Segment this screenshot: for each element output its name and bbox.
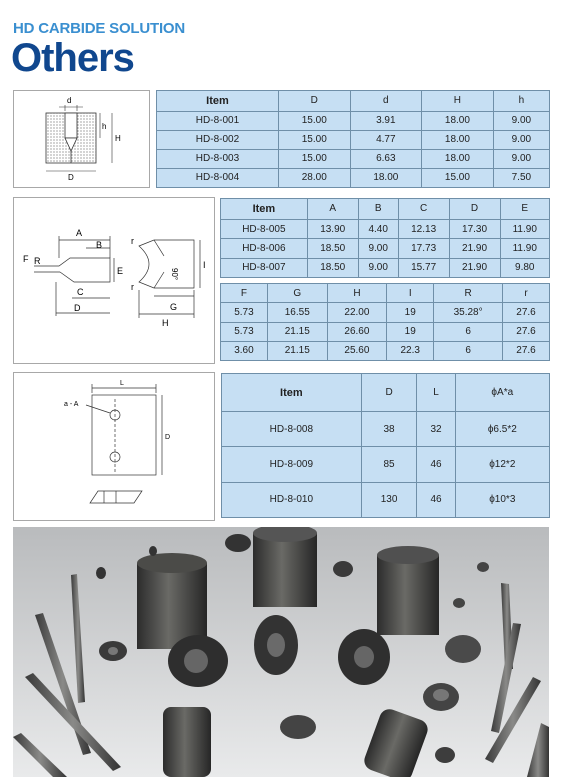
table-cell: 46 <box>417 482 455 517</box>
table-cell: 13.90 <box>307 219 358 238</box>
table-cell: HD-8-009 <box>222 447 362 482</box>
col-header: D <box>278 91 350 112</box>
table-cell: 15.00 <box>278 149 350 168</box>
table-cell: 9.00 <box>358 258 398 277</box>
table-cell: 18.50 <box>307 239 358 258</box>
table-row <box>157 130 550 149</box>
table-cell: 3.91 <box>350 111 422 130</box>
spec-table-1 <box>156 90 550 188</box>
table-cell: 9.00 <box>493 149 549 168</box>
spec-table-4 <box>221 373 550 518</box>
label-r-bottom: r <box>131 282 134 292</box>
product-photo <box>13 527 549 777</box>
label-H: H <box>162 318 169 328</box>
table-cell: HD-8-002 <box>157 130 279 149</box>
table-cell: 4.77 <box>350 130 422 149</box>
spec-table-2 <box>220 198 550 278</box>
table-cell: 9.00 <box>493 111 549 130</box>
label-H: H <box>115 134 121 143</box>
table-cell: 4.40 <box>358 219 398 238</box>
brand-name: HD CARBIDE SOLUTION <box>13 20 186 37</box>
table-cell: 6 <box>434 322 503 341</box>
table-cell: ϕ12*2 <box>455 447 549 482</box>
table-cell: HD-8-004 <box>157 168 279 187</box>
table-cell: 9.00 <box>493 130 549 149</box>
col-header: Item <box>221 199 308 220</box>
table-cell: 38 <box>361 412 417 447</box>
label-A: A <box>76 228 83 238</box>
col-header: D <box>361 374 417 412</box>
table-header-row <box>221 199 550 220</box>
col-header: D <box>449 199 500 220</box>
table-cell: 21.90 <box>449 258 500 277</box>
table-cell: HD-8-001 <box>157 111 279 130</box>
col-header: L <box>417 374 455 412</box>
table-cell: 11.90 <box>500 219 550 238</box>
label-d: d <box>67 96 72 105</box>
label-G: G <box>170 302 178 312</box>
label-R: R <box>34 256 41 266</box>
label-h: h <box>102 122 107 131</box>
table-row <box>221 322 550 341</box>
nozzle-diagram <box>13 90 150 188</box>
table-cell: 22.00 <box>327 303 387 322</box>
col-header: Item <box>157 91 279 112</box>
col-header: r <box>503 284 550 303</box>
table-cell: 6 <box>434 341 503 360</box>
label-L: L <box>120 380 124 387</box>
table-cell: 17.30 <box>449 219 500 238</box>
table-cell: 6.63 <box>350 149 422 168</box>
table-cell: 15.00 <box>278 130 350 149</box>
table-row <box>222 447 550 482</box>
table-cell: 21.15 <box>267 322 327 341</box>
table-row <box>157 168 550 187</box>
table-cell: 5.73 <box>221 322 268 341</box>
table-cell: 18.00 <box>350 168 422 187</box>
col-header: C <box>398 199 449 220</box>
table-cell: 46 <box>417 447 455 482</box>
table-cell: 21.90 <box>449 239 500 258</box>
table-cell: ϕ10*3 <box>455 482 549 517</box>
label-D: D <box>165 434 171 441</box>
table-cell: 17.73 <box>398 239 449 258</box>
table-cell: HD-8-007 <box>221 258 308 277</box>
table-cell: 27.6 <box>503 303 550 322</box>
table-cell: 7.50 <box>493 168 549 187</box>
profile-diagram <box>13 197 215 364</box>
col-header: I <box>387 284 434 303</box>
table-row <box>222 482 550 517</box>
label-I: I <box>203 260 206 270</box>
col-header: H <box>422 91 494 112</box>
col-header: R <box>434 284 503 303</box>
table-cell: 15.00 <box>422 168 494 187</box>
table-cell: 9.00 <box>358 239 398 258</box>
table-cell: 12.13 <box>398 219 449 238</box>
col-header: G <box>267 284 327 303</box>
spec-table-3 <box>220 283 550 361</box>
label-D: D <box>74 303 81 313</box>
table-row <box>221 219 550 238</box>
table-cell: ϕ6.5*2 <box>455 412 549 447</box>
col-header: F <box>221 284 268 303</box>
table-cell: 5.73 <box>221 303 268 322</box>
table-cell: 15.77 <box>398 258 449 277</box>
label-C: C <box>77 287 84 297</box>
table-header-row <box>221 284 550 303</box>
col-header: h <box>493 91 549 112</box>
table-cell: 18.50 <box>307 258 358 277</box>
table-row <box>221 239 550 258</box>
table-cell: HD-8-008 <box>222 412 362 447</box>
table-cell: 85 <box>361 447 417 482</box>
label-F: F <box>23 254 29 264</box>
table-cell: 25.60 <box>327 341 387 360</box>
table-cell: HD-8-005 <box>221 219 308 238</box>
table-row <box>222 412 550 447</box>
table-cell: 15.00 <box>278 111 350 130</box>
col-header: A <box>307 199 358 220</box>
table-cell: 28.00 <box>278 168 350 187</box>
col-header: Item <box>222 374 362 412</box>
plate-diagram <box>13 372 215 521</box>
table-cell: 19 <box>387 322 434 341</box>
table-cell: 9.80 <box>500 258 550 277</box>
table-cell: 21.15 <box>267 341 327 360</box>
col-header: E <box>500 199 550 220</box>
table-cell: 18.00 <box>422 111 494 130</box>
table-header-row <box>222 374 550 412</box>
table-row <box>157 111 550 130</box>
col-header: ϕA*a <box>455 374 549 412</box>
table-cell: 22.3 <box>387 341 434 360</box>
col-header: B <box>358 199 398 220</box>
label-a-A: a - A <box>64 401 79 408</box>
table-cell: 18.00 <box>422 130 494 149</box>
label-B: B <box>96 240 103 250</box>
table-cell: 130 <box>361 482 417 517</box>
col-header: H <box>327 284 387 303</box>
table-row <box>221 341 550 360</box>
label-angle: 90° <box>170 268 179 281</box>
table-cell: 32 <box>417 412 455 447</box>
table-cell: 35.28° <box>434 303 503 322</box>
table-cell: 11.90 <box>500 239 550 258</box>
table-cell: 3.60 <box>221 341 268 360</box>
table-cell: 19 <box>387 303 434 322</box>
page-title: Others <box>11 36 134 80</box>
table-cell: 26.60 <box>327 322 387 341</box>
table-row <box>157 149 550 168</box>
table-row <box>221 258 550 277</box>
table-cell: 18.00 <box>422 149 494 168</box>
table-cell: HD-8-006 <box>221 239 308 258</box>
label-E: E <box>117 266 124 276</box>
table-cell: 27.6 <box>503 341 550 360</box>
col-header: d <box>350 91 422 112</box>
label-D: D <box>68 173 74 182</box>
table-cell: HD-8-003 <box>157 149 279 168</box>
label-r-top: r <box>131 236 134 246</box>
table-cell: 27.6 <box>503 322 550 341</box>
table-cell: 16.55 <box>267 303 327 322</box>
table-cell: HD-8-010 <box>222 482 362 517</box>
table-header-row <box>157 91 550 112</box>
table-row <box>221 303 550 322</box>
